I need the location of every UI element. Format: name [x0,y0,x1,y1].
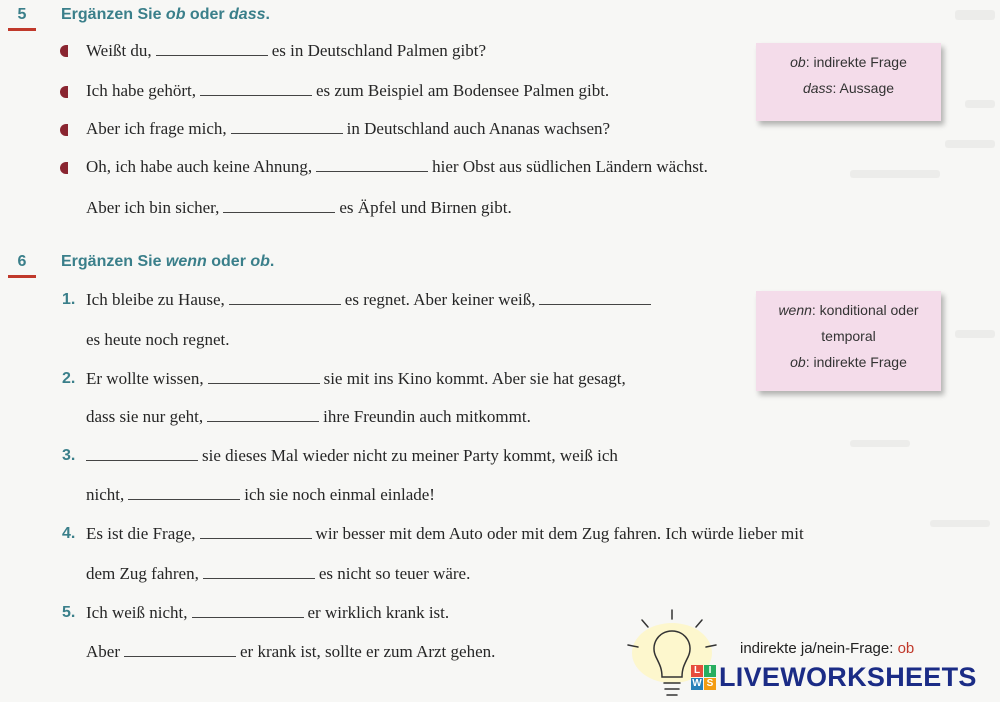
background-shadow [955,10,995,20]
answer-blank[interactable] [316,157,428,172]
background-shadow [850,170,940,178]
answer-blank[interactable] [539,290,651,305]
item-3-number: 3. [62,447,76,464]
answer-blank[interactable] [203,564,315,579]
info-dass: dass: Aussage [802,80,895,96]
answer-blank[interactable] [156,41,268,56]
answer-blank[interactable] [208,369,320,384]
answer-blank[interactable] [207,407,319,422]
ex6-item-5-line-2: Aber er krank ist, sollte er zum Arzt gehen. [86,642,496,661]
answer-blank[interactable] [229,290,341,305]
ex6-item-1-line-1: Ich bleibe zu Hause, es regnet. Aber keiner weiß, [86,289,655,311]
answer-blank[interactable] [223,198,335,213]
ex5-line-4: Oh, ich habe auch keine Ahnung, hier Obst aus südlichen Ländern wächst. [86,157,708,176]
ex6-item-4-line-1: Es ist die Frage, wir besser mit dem Auto oder mit dem Zug fahren. Ich würde lieber mit [86,524,804,543]
exercise-6-title: Ergänzen Sie wenn oder ob. [61,253,275,270]
liveworksheets-logo: L I W S [691,665,716,690]
ex6-info-box [756,291,941,391]
background-shadow [955,330,995,338]
ex5-info-box [756,43,941,121]
ex6-item-2-line-1: Er wollte wissen, sie mit ins Kino kommt. Aber sie hat gesagt, [86,369,626,388]
info-ob: ob: indirekte Frage [790,354,907,370]
item-1-number: 1. [62,291,76,308]
background-shadow [850,440,910,447]
ex6-item-1-line-2: es heute noch regnet. [86,330,230,349]
item-5-number: 5. [62,604,76,621]
ex6-item-5-line-1: Ich weiß nicht, er wirklich krank ist. [86,603,450,622]
liveworksheets-text: LIVEWORKSHEETS [719,661,977,692]
ex5-line-3: Aber ich frage mich, in Deutschland auch Ananas wachsen? [86,119,611,138]
exercise-6-number: 6 [8,253,36,278]
answer-blank[interactable] [200,524,312,539]
tip-text: indirekte ja/nein-Frage: ob [740,640,915,657]
info-ob: ob: indirekte Frage [790,54,907,70]
answer-blank[interactable] [128,485,240,500]
ex6-item-3-line-2: nicht, ich sie noch einmal einlade! [86,485,435,504]
ex6-item-2-line-2: dass sie nur geht, ihre Freundin auch mitkommt. [86,407,531,426]
ex6-item-4-line-2: dem Zug fahren, es nicht so teuer wäre. [86,564,471,583]
speaker-bullet [60,124,68,136]
exercise-5-number: 5 [8,6,36,31]
ex6-item-3-line-1: sie dieses Mal wieder nicht zu meiner Party kommt, weiß ich [86,445,618,467]
item-2-number: 2. [62,370,76,387]
speaker-bullet [60,45,68,57]
ex5-line-2: Ich habe gehört, es zum Beispiel am Bodensee Palmen gibt. [86,81,610,100]
liveworksheets-watermark [691,662,977,692]
item-4-number: 4. [62,525,76,542]
exercise-5-title: Ergänzen Sie ob oder dass. [61,6,270,23]
answer-blank[interactable] [124,642,236,657]
ex5-line-5: Aber ich bin sicher, es Äpfel und Birnen gibt. [86,198,512,217]
speaker-bullet [60,86,68,98]
answer-blank[interactable] [200,81,312,96]
info-temporal: temporal [821,328,876,344]
answer-blank[interactable] [86,446,198,461]
background-shadow [945,140,995,148]
background-shadow [965,100,995,108]
answer-blank[interactable] [192,603,304,618]
speaker-bullet [60,162,68,174]
answer-blank[interactable] [231,119,343,134]
info-wenn: wenn: konditional oder [778,302,919,318]
ex5-line-1: Weißt du, es in Deutschland Palmen gibt? [86,41,487,60]
background-shadow [930,520,990,527]
